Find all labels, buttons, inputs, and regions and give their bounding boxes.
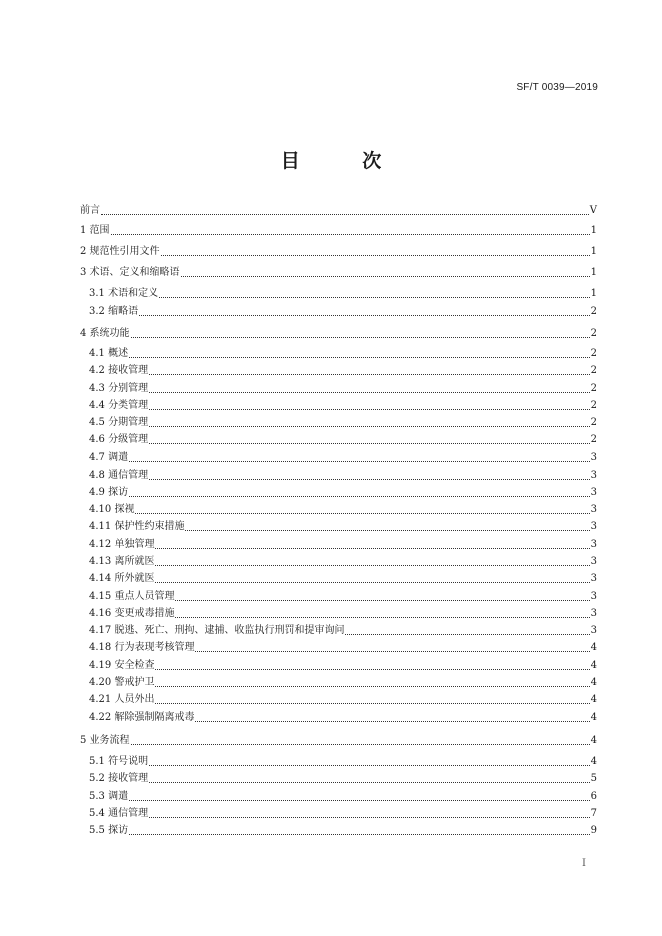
toc-leader-dots [155, 565, 589, 566]
toc-entry-page: 7 [590, 808, 597, 819]
toc-entry[interactable] [80, 223, 597, 237]
toc-entry[interactable] [80, 244, 597, 258]
toc-entry[interactable] [89, 754, 597, 768]
toc-entry-label: 4.8 通信管理 [89, 470, 149, 481]
document-code: SF/T 0039—2019 [516, 82, 598, 93]
toc-entry-page: 3 [590, 487, 597, 498]
toc-leader-dots [155, 669, 589, 670]
toc-entry-label: 3.1 术语和定义 [89, 288, 159, 299]
toc-entry-page: 2 [590, 328, 597, 339]
toc-entry-page: 3 [590, 608, 597, 619]
toc-leader-dots [149, 479, 590, 480]
toc-entry-page: 9 [590, 825, 597, 836]
toc-entry-page: 3 [590, 452, 597, 463]
toc-leader-dots [149, 443, 590, 444]
toc-entry-label: 4.15 重点人员管理 [89, 591, 175, 602]
toc-leader-dots [195, 651, 589, 652]
toc-entry[interactable] [80, 203, 597, 217]
toc-leader-dots [149, 782, 590, 783]
toc-leader-dots [175, 600, 589, 601]
toc-entry-label: 4.4 分类管理 [89, 400, 149, 411]
toc-entry-label: 5.4 通信管理 [89, 808, 149, 819]
toc-entry[interactable] [89, 789, 597, 803]
toc-entry-page: 3 [590, 539, 597, 550]
toc-entry-label: 5 业务流程 [80, 735, 130, 746]
toc-entry-page: 2 [590, 434, 597, 445]
toc-entry[interactable] [89, 640, 597, 654]
toc-entry[interactable] [80, 733, 597, 747]
toc-entry-page: 4 [590, 735, 597, 746]
toc-entry-page: 3 [590, 504, 597, 515]
toc-entry[interactable] [89, 692, 597, 706]
toc-entry-label: 5.1 符号说明 [89, 756, 149, 767]
toc-leader-dots [111, 234, 590, 235]
toc-leader-dots [149, 409, 590, 410]
toc-entry-label: 5.2 接收管理 [89, 773, 149, 784]
toc-leader-dots [149, 817, 590, 818]
toc-entry-page: 3 [590, 591, 597, 602]
toc-leader-dots [149, 392, 590, 393]
page-number: I [582, 858, 586, 869]
toc-entry[interactable] [89, 823, 597, 837]
toc-entry-label: 4.19 安全检查 [89, 660, 155, 671]
toc-entry-label: 4.11 保护性约束措施 [89, 521, 185, 532]
page-title: 目 次 [280, 150, 410, 172]
toc-entry-label: 4.2 接收管理 [89, 365, 149, 376]
toc-entry[interactable] [89, 363, 597, 377]
toc-entry-label: 5.5 探访 [89, 825, 129, 836]
toc-entry[interactable] [89, 554, 597, 568]
toc-entry[interactable] [89, 468, 597, 482]
toc-leader-dots [129, 496, 590, 497]
toc-entry-page: 3 [590, 556, 597, 567]
toc-entry-page: 1 [590, 267, 597, 278]
toc-entry-label: 4.7 调遣 [89, 452, 129, 463]
toc-leader-dots [149, 374, 590, 375]
toc-entry-page: 2 [590, 400, 597, 411]
toc-leader-dots [175, 617, 589, 618]
toc-entry-page: 4 [590, 660, 597, 671]
toc-leader-dots [181, 276, 590, 277]
toc-entry-page: 4 [590, 642, 597, 653]
toc-entry-label: 4.17 脱逃、死亡、刑拘、逮捕、收监执行刑罚和提审询问 [89, 625, 345, 636]
toc-entry-label: 4.16 变更戒毒措施 [89, 608, 175, 619]
toc-entry-label: 4.21 人员外出 [89, 694, 155, 705]
toc-leader-dots [139, 315, 590, 316]
toc-entry[interactable] [89, 432, 597, 446]
toc-entry-label: 4.20 警戒护卫 [89, 677, 155, 688]
toc-entry[interactable] [89, 415, 597, 429]
toc-entry[interactable] [89, 537, 597, 551]
toc-entry-label: 4.10 探视 [89, 504, 135, 515]
toc-entry-label: 4 系统功能 [80, 328, 130, 339]
toc-entry[interactable] [89, 381, 597, 395]
toc-entry-page: 3 [590, 573, 597, 584]
toc-entry[interactable] [89, 571, 597, 585]
toc-entry[interactable] [80, 265, 597, 279]
toc-leader-dots [155, 582, 589, 583]
toc-leader-dots [131, 744, 590, 745]
toc-entry[interactable] [89, 771, 597, 785]
toc-leader-dots [129, 834, 590, 835]
toc-entry-page: 1 [590, 225, 597, 236]
toc-leader-dots [185, 530, 589, 531]
toc-entry[interactable] [89, 519, 597, 533]
toc-leader-dots [149, 426, 590, 427]
toc-entry-label: 5.3 调遣 [89, 791, 129, 802]
toc-entry-page: 1 [590, 288, 597, 299]
toc-entry-page: 2 [590, 417, 597, 428]
toc-leader-dots [149, 765, 590, 766]
toc-entry-label: 4.13 离所就医 [89, 556, 155, 567]
toc-entry-page: V [589, 205, 597, 216]
toc-entry-page: 3 [590, 625, 597, 636]
toc-entry-page: 2 [590, 383, 597, 394]
toc-entry[interactable] [89, 658, 597, 672]
toc-entry-page: 3 [590, 521, 597, 532]
toc-entry[interactable] [89, 710, 597, 724]
toc-entry-label: 1 范围 [80, 225, 110, 236]
toc-entry[interactable] [89, 502, 597, 516]
toc-leader-dots [155, 703, 589, 704]
toc-entry-page: 2 [590, 365, 597, 376]
toc-entry[interactable] [89, 286, 597, 300]
toc-leader-dots [155, 686, 589, 687]
toc-entry[interactable] [89, 806, 597, 820]
toc-entry-page: 4 [590, 694, 597, 705]
toc-entry[interactable] [89, 589, 597, 603]
toc-entry-page: 4 [590, 756, 597, 767]
toc-entry[interactable] [89, 450, 597, 464]
toc-entry-label: 4.12 单独管理 [89, 539, 155, 550]
toc-entry-page: 2 [590, 306, 597, 317]
toc-entry-label: 3.2 缩略语 [89, 306, 139, 317]
toc-entry-page: 3 [590, 470, 597, 481]
toc-entry-label: 4.18 行为表现考核管理 [89, 642, 195, 653]
toc-entry-label: 4.9 探访 [89, 487, 129, 498]
toc-entry-page: 4 [590, 677, 597, 688]
toc-leader-dots [129, 357, 590, 358]
toc-leader-dots [155, 548, 589, 549]
toc-leader-dots [345, 634, 589, 635]
toc-entry-label: 4.5 分期管理 [89, 417, 149, 428]
toc-entry-page: 6 [590, 791, 597, 802]
toc-entry[interactable] [89, 304, 597, 318]
toc-leader-dots [135, 513, 589, 514]
toc-leader-dots [195, 721, 589, 722]
toc-entry-label: 4.6 分级管理 [89, 434, 149, 445]
toc-leader-dots [161, 255, 590, 256]
toc-entry-page: 1 [590, 246, 597, 257]
toc-entry-page: 5 [590, 773, 597, 784]
toc-entry[interactable] [89, 606, 597, 620]
toc-entry-label: 4.22 解除强制隔离戒毒 [89, 712, 195, 723]
toc-leader-dots [131, 337, 590, 338]
toc-entry-label: 3 术语、定义和缩略语 [80, 267, 180, 278]
toc-entry[interactable] [89, 623, 597, 637]
toc-entry-label: 前言 [80, 205, 100, 216]
toc-entry-label: 4.3 分别管理 [89, 383, 149, 394]
toc-entry-label: 2 规范性引用文件 [80, 246, 160, 257]
toc-entry[interactable] [80, 326, 597, 340]
toc-entry-label: 4.1 概述 [89, 348, 129, 359]
toc-leader-dots [129, 800, 590, 801]
toc-entry-page: 2 [590, 348, 597, 359]
toc-leader-dots [101, 214, 589, 215]
toc-entry-page: 4 [590, 712, 597, 723]
toc-leader-dots [129, 461, 590, 462]
toc-entry-label: 4.14 所外就医 [89, 573, 155, 584]
toc-entry[interactable] [89, 675, 597, 689]
toc-entry[interactable] [89, 398, 597, 412]
toc-entry[interactable] [89, 346, 597, 360]
toc-leader-dots [159, 297, 590, 298]
toc-entry[interactable] [89, 485, 597, 499]
